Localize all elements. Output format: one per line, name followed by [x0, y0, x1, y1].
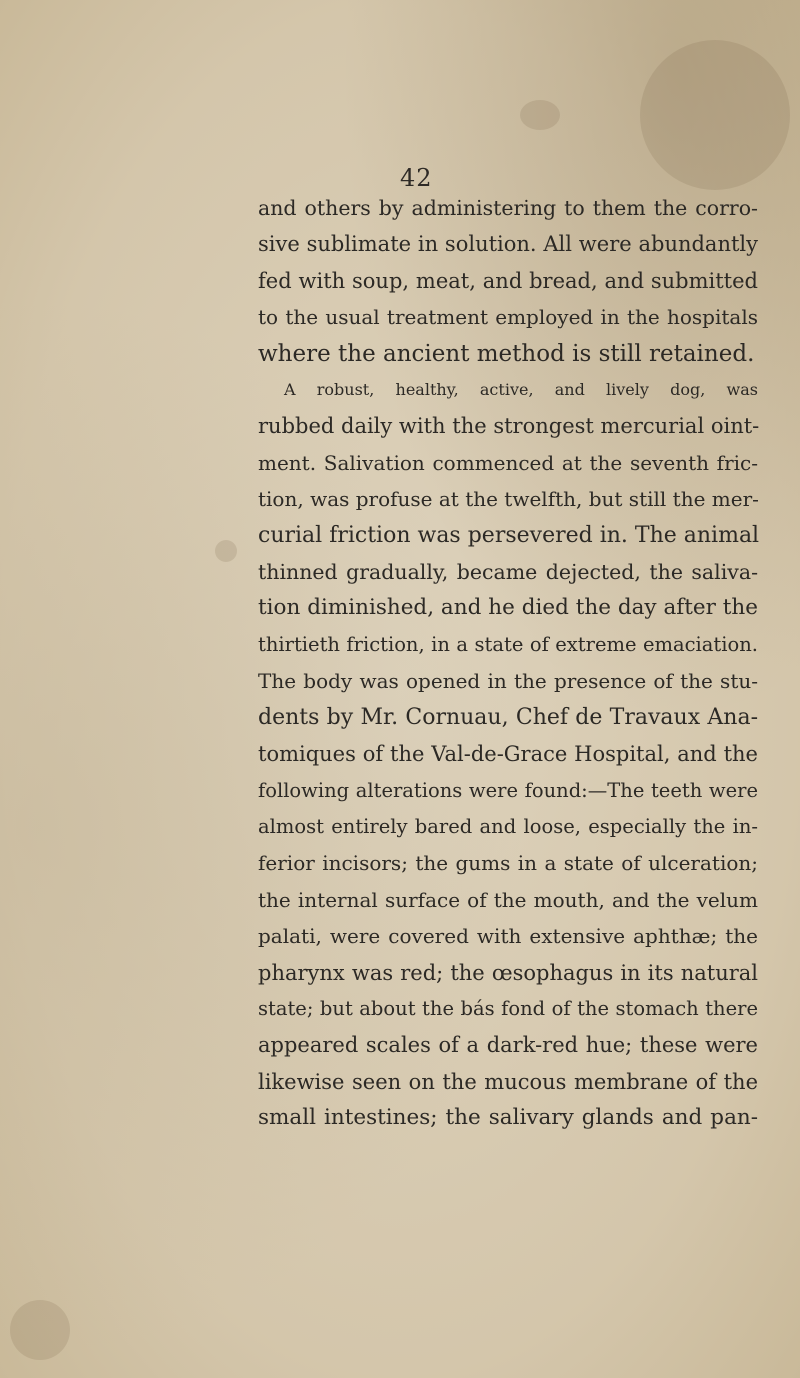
- text-line: likewise seen on the mucous membrane of the: [258, 1069, 758, 1094]
- page-number: 42: [400, 164, 433, 192]
- text-line: almost entirely bared and loose, especially the in-: [258, 814, 758, 838]
- text-line: ment. Salivation commenced at the seventh fric-: [258, 450, 758, 475]
- text-line: palati, were covered with extensive aphthæ; the: [258, 924, 758, 949]
- text-line: tion diminished, and he died the day after the: [258, 595, 758, 621]
- text-line: curial friction was persevered in. The animal: [258, 522, 760, 548]
- text-line: tomiques of the Val-de-Grace Hospital, and the: [258, 742, 758, 767]
- text-line: dents by Mr. Cornuau, Chef de Travaux Ana-: [258, 704, 758, 730]
- text-line: fed with soup, meat, and bread, and submitted: [258, 268, 758, 293]
- text-line: appeared scales of a dark-red hue; these were: [258, 1033, 758, 1058]
- text-line: state; but about the bás fond of the stomach there: [258, 996, 758, 1020]
- text-line: pharynx was red; the œsophagus in its natural: [258, 960, 758, 985]
- text-line: and others by administering to them the corro-: [258, 196, 758, 220]
- text-line: rubbed daily with the strongest mercurial oint-: [258, 414, 760, 439]
- text-line: following alterations were found:—The teeth were: [258, 778, 758, 802]
- text-line: to the usual treatment employed in the hospitals: [258, 305, 758, 330]
- text-line: thirtieth friction, in a state of extreme emaciation.: [258, 632, 758, 656]
- text-line: small intestines; the salivary glands and pan-: [258, 1105, 758, 1131]
- paper-stain: [640, 40, 790, 190]
- text-line: where the ancient method is still retained.: [258, 340, 755, 367]
- text-line: ferior incisors; the gums in a state of ulceration;: [258, 851, 758, 876]
- paper-stain: [10, 1300, 70, 1360]
- text-line: tion, was profuse at the twelfth, but still the mer-: [258, 487, 759, 512]
- paper-stain: [520, 100, 560, 130]
- text-line: The body was opened in the presence of the stu-: [258, 669, 758, 694]
- text-line: sive sublimate in solution. All were abundantly: [258, 232, 758, 257]
- text-line: the internal surface of the mouth, and the velum: [258, 887, 758, 912]
- text-line: A robust, healthy, active, and lively dog, was: [284, 380, 758, 400]
- body-text: [258, 190, 758, 1137]
- paper-stain: [215, 540, 237, 562]
- text-line: thinned gradually, became dejected, the saliva-: [258, 560, 758, 585]
